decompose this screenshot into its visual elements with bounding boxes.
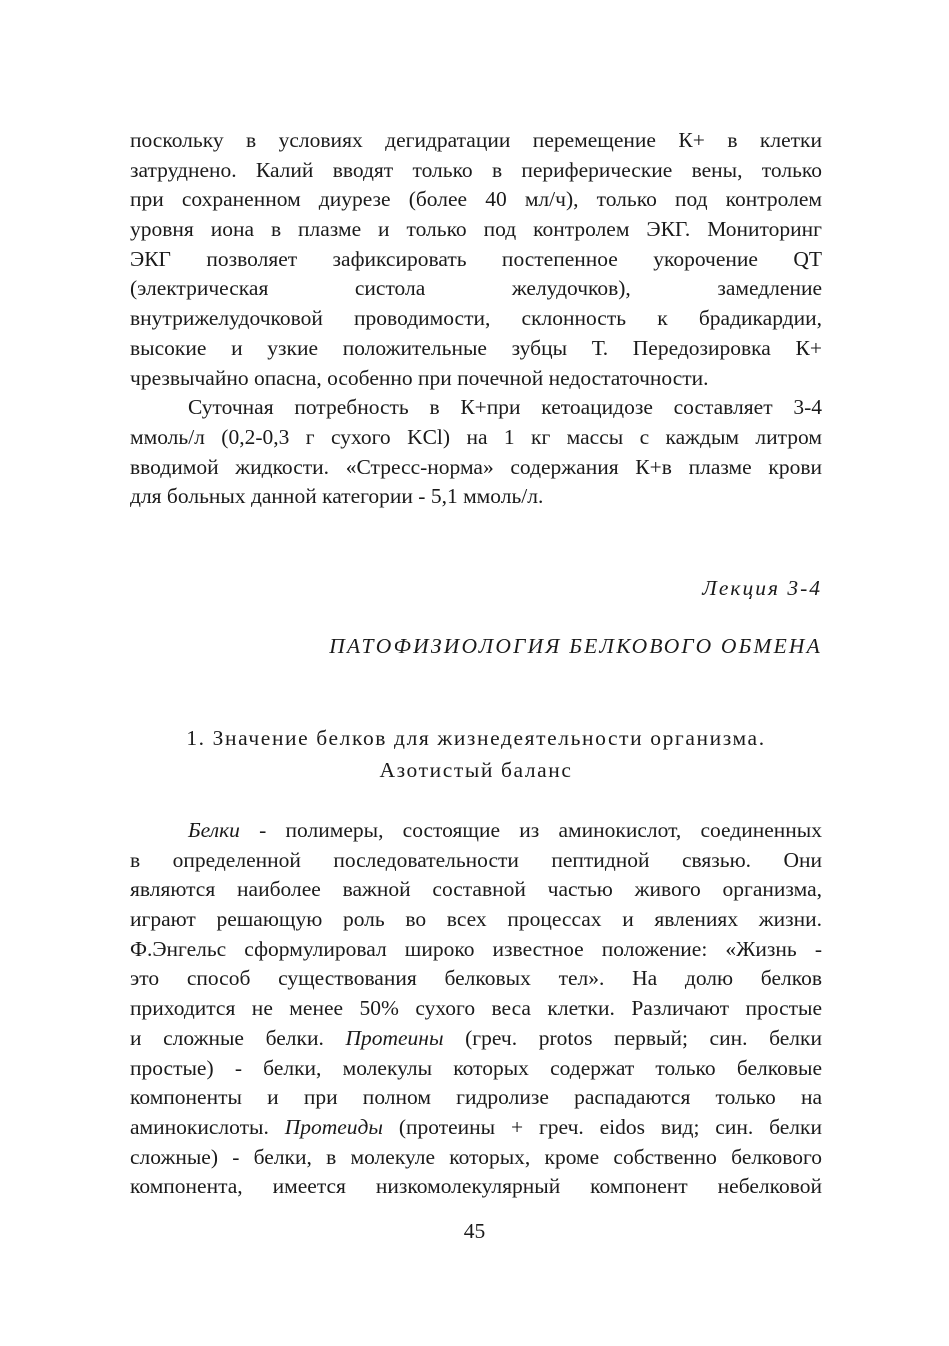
page-number: 45	[463, 1219, 486, 1243]
text-line: компонента, имеется низкомолекулярный компонент небелковой	[130, 1174, 822, 1199]
text-line: Ф.Энгельс сформулировал широко известное положение: «Жизнь -	[130, 936, 822, 961]
paragraph-3	[130, 816, 822, 1202]
text-line: являются наиболее важной составной частью живого организма,	[130, 877, 822, 902]
text-line: простые) - белки, молекулы которых содержат только белковые	[130, 1055, 822, 1080]
text-line: (электрическая систола желудочков), замедление	[130, 276, 822, 301]
text-line: играют решающую роль во всех процессах и явлениях жизни.	[130, 907, 822, 932]
term-belki: Белки	[188, 818, 240, 842]
section-heading-line-2: Азотистый баланс	[379, 758, 573, 782]
text-line: высокие и узкие положительные зубцы Т. Передозировка К+	[130, 335, 822, 360]
text-line: внутрижелудочковой проводимости, склонность к брадикардии,	[130, 306, 822, 331]
text-line: Суточная потребность в К+при кетоацидозе составляет 3-4	[188, 395, 822, 420]
text-line: ммоль/л (0,2-0,3 г сухого KCl) на 1 кг массы с каждым литром	[130, 424, 822, 449]
text-line: в определенной последовательности пептидной связью. Они	[130, 847, 822, 872]
paragraph-2	[130, 393, 822, 512]
text-line: приходится не менее 50% сухого веса клетки. Различают простые	[130, 996, 822, 1021]
text-line: чрезвычайно опасна, особенно при почечной недостаточности.	[130, 365, 709, 390]
text-line: вводимой жидкости. «Стресс-норма» содержания К+в плазме крови	[130, 454, 822, 479]
text-line: при сохраненном диурезе (более 40 мл/ч), только под контролем	[130, 187, 822, 212]
term-proteidy: Протеиды	[284, 1114, 383, 1139]
page-body	[130, 126, 822, 1199]
paragraph-1	[130, 126, 822, 393]
text-line: ЭКГ позволяет зафиксировать постепенное укорочение QT	[130, 246, 822, 271]
text-span: аминокислоты.	[130, 1114, 285, 1139]
text-line: сложные) - белки, в молекуле которых, кроме собственно белкового	[130, 1144, 822, 1169]
text-line: это способ существования белковых тел». На долю белков	[130, 966, 822, 991]
lecture-label: Лекция 3-4	[702, 576, 822, 600]
text-line	[130, 1113, 822, 1143]
text-line	[130, 1024, 822, 1054]
text-line	[130, 816, 822, 846]
term-proteiny: Протеины	[345, 1025, 444, 1050]
text-span: - полимеры, состоящие из аминокислот, соединенных	[239, 818, 822, 842]
text-line: компоненты и при полном гидролизе распадаются только на	[130, 1085, 822, 1110]
text-line: поскольку в условиях дегидратации перемещение К+ в клетки	[130, 128, 822, 152]
text-span: и сложные белки.	[130, 1025, 346, 1050]
chapter-title: ПАТОФИЗИОЛОГИЯ БЕЛКОВОГО ОБМЕНА	[329, 634, 822, 658]
text-span: (греч. protos первый; син. белки	[443, 1025, 822, 1050]
text-line: уровня иона в плазме и только под контролем ЭКГ. Мониторинг	[130, 217, 822, 242]
text-span: (протеины + греч. eidos вид; син. белки	[382, 1114, 822, 1139]
section-heading-line-1: 1. Значение белков для жизнедеятельности организма.	[186, 726, 766, 750]
text-line: для больных данной категории - 5,1 ммоль/л.	[130, 484, 544, 509]
text-line: затруднено. Калий вводят только в периферические вены, только	[130, 157, 822, 182]
